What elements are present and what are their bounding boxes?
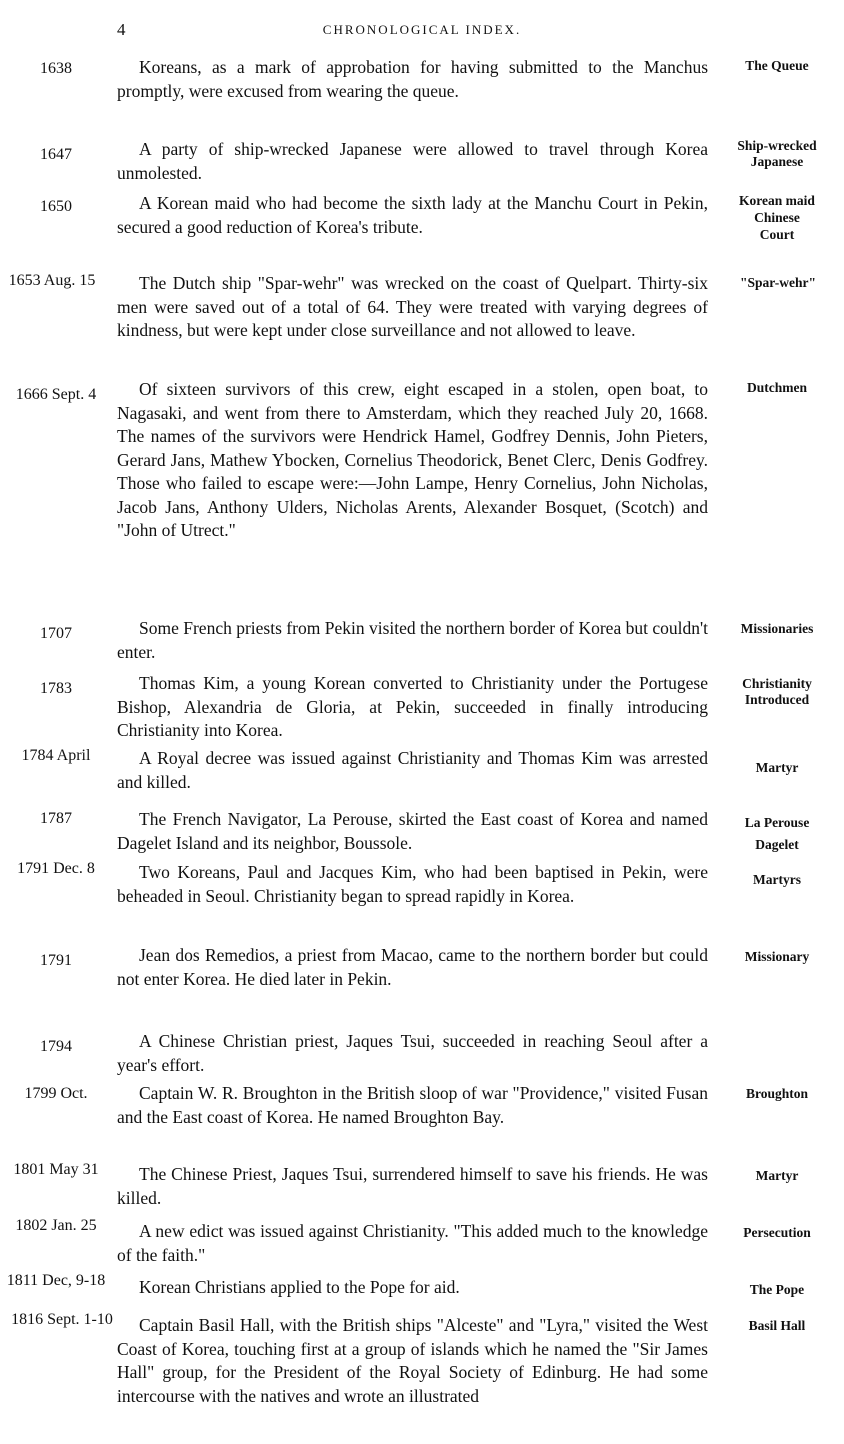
margin-note: "Spar-wehr" [740, 275, 816, 290]
margin-note: Basil Hall [748, 1318, 806, 1333]
margin-note: Missionary [744, 949, 810, 964]
entry-date: 1794 [40, 1038, 72, 1055]
margin-note: Missionaries [740, 621, 814, 636]
running-head: CHRONOLOGICAL INDEX. [322, 22, 522, 37]
entry-date: 1647 [40, 146, 72, 163]
entry-date: 1784 April [21, 747, 91, 764]
margin-note: Martyr [755, 760, 799, 775]
entry-text: The Dutch ship "Spar-wehr" was wrecked on the coast of Quelpart. Thirty-six men were saved out of a total of 64. They were treated with varying degrees of kindness, but were kept under close surveillance and not allowed to leave. [117, 273, 708, 340]
entry-text: Koreans, as a mark of approbation for having submitted to the Manchus promptly, were excused from wearing the queue. [117, 57, 708, 101]
entry-text: Jean dos Remedios, a priest from Macao, came to the northern border but could not enter Korea. He died later in Pekin. [117, 945, 708, 989]
entry-date: 1783 [40, 680, 72, 697]
entry-date: 1787 [40, 810, 72, 827]
entry-date: 1707 [40, 625, 72, 642]
entry-date: 1791 Dec. 8 [17, 860, 95, 877]
entry-date: 1811 Dec, 9-18 [6, 1272, 106, 1289]
margin-note: The Queue [745, 58, 809, 73]
entry-date: 1650 [40, 198, 72, 215]
entry-date: 1791 [40, 952, 72, 969]
margin-note: Dutchmen [747, 380, 807, 395]
entry-text: Thomas Kim, a young Korean converted to Christianity under the Portugese Bishop, Alexandria de Gloria, at Pekin, succeeded in finally introducing Christianity into Korea. [117, 673, 708, 740]
entry-text: Some French priests from Pekin visited the northern border of Korea but couldn't enter. [117, 618, 708, 662]
entry-text: The French Navigator, La Perouse, skirted the East coast of Korea and named Dagelet Island and its neighbor, Boussole. [117, 809, 708, 853]
entry-date: 1666 Sept. 4 [15, 386, 97, 403]
entry-date: 1799 Oct. [24, 1085, 88, 1102]
margin-note: Broughton [745, 1086, 809, 1101]
entry-text: Captain Basil Hall, with the British ships "Alceste" and "Lyra," visited the West Coast of Korea, touching first at a group of islands which he named the "Sir James Hall" group, for the President of the Royal Society of Edinburg. He had some intercourse with the natives and wrote an illustrated [117, 1315, 708, 1406]
entry-date: 1801 May 31 [13, 1161, 99, 1178]
entry-text: A Chinese Christian priest, Jaques Tsui, succeeded in reaching Seoul after a year's effort. [117, 1031, 708, 1075]
entry-date: 1816 Sept. 1-10 [11, 1311, 113, 1328]
page-number: 4 [117, 20, 126, 39]
entry-text: Two Koreans, Paul and Jacques Kim, who had been baptised in Pekin, were beheaded in Seoul. Christianity began to spread rapidly in Korea. [117, 862, 708, 906]
entry-text: The Chinese Priest, Jaques Tsui, surrendered himself to save his friends. He was killed. [117, 1164, 708, 1208]
margin-note: Persecution [743, 1225, 811, 1240]
entry-text: Korean Christians applied to the Pope for aid. [139, 1277, 460, 1297]
entry-text: Of sixteen survivors of this crew, eight escaped in a stolen, open boat, to Nagasaki, and went from there to Amsterdam, which they reached July 20, 1668. The names of the survivors were Hendrick Hamel, Godfrey Dennis, John Pieters, Gerard Jans, Mathew Ybocken, Cornelius Theodorick, Benet Clerc, Denis Godfrey. Those who failed to escape were:—John Lampe, Henry Cornelius, John Nicholas, Jacob Jans, Anthony Ulders, Nicholas Arents, Alexander Bosquet, (Scotch) and "John of Utrect." [117, 379, 708, 540]
entry-date: 1653 Aug. 15 [8, 272, 96, 289]
margin-note: Korean maid Chinese Court [739, 193, 815, 242]
entry-text: A new edict was issued against Christianity. "This added much to the knowledge of the faith." [117, 1221, 708, 1265]
margin-note: La Perouse Dagelet [744, 815, 810, 852]
entry-text: A Royal decree was issued against Christianity and Thomas Kim was arrested and killed. [117, 748, 708, 792]
entry-date: 1802 Jan. 25 [15, 1217, 97, 1234]
entry-text: A party of ship-wrecked Japanese were allowed to travel through Korea unmolested. [117, 139, 708, 183]
entry-date: 1638 [40, 60, 72, 77]
margin-note: Christianity Introduced [742, 676, 812, 707]
margin-note: The Pope [749, 1282, 805, 1297]
margin-note: Martyr [755, 1168, 799, 1183]
margin-note: Martyrs [753, 872, 801, 887]
entry-text: A Korean maid who had become the sixth lady at the Manchu Court in Pekin, secured a good reduction of Korea's tribute. [117, 193, 708, 237]
entry-text: Captain W. R. Broughton in the British sloop of war "Providence," visited Fusan and the East coast of Korea. He named Broughton Bay. [117, 1083, 708, 1127]
margin-note: Ship-wrecked Japanese [737, 138, 817, 169]
